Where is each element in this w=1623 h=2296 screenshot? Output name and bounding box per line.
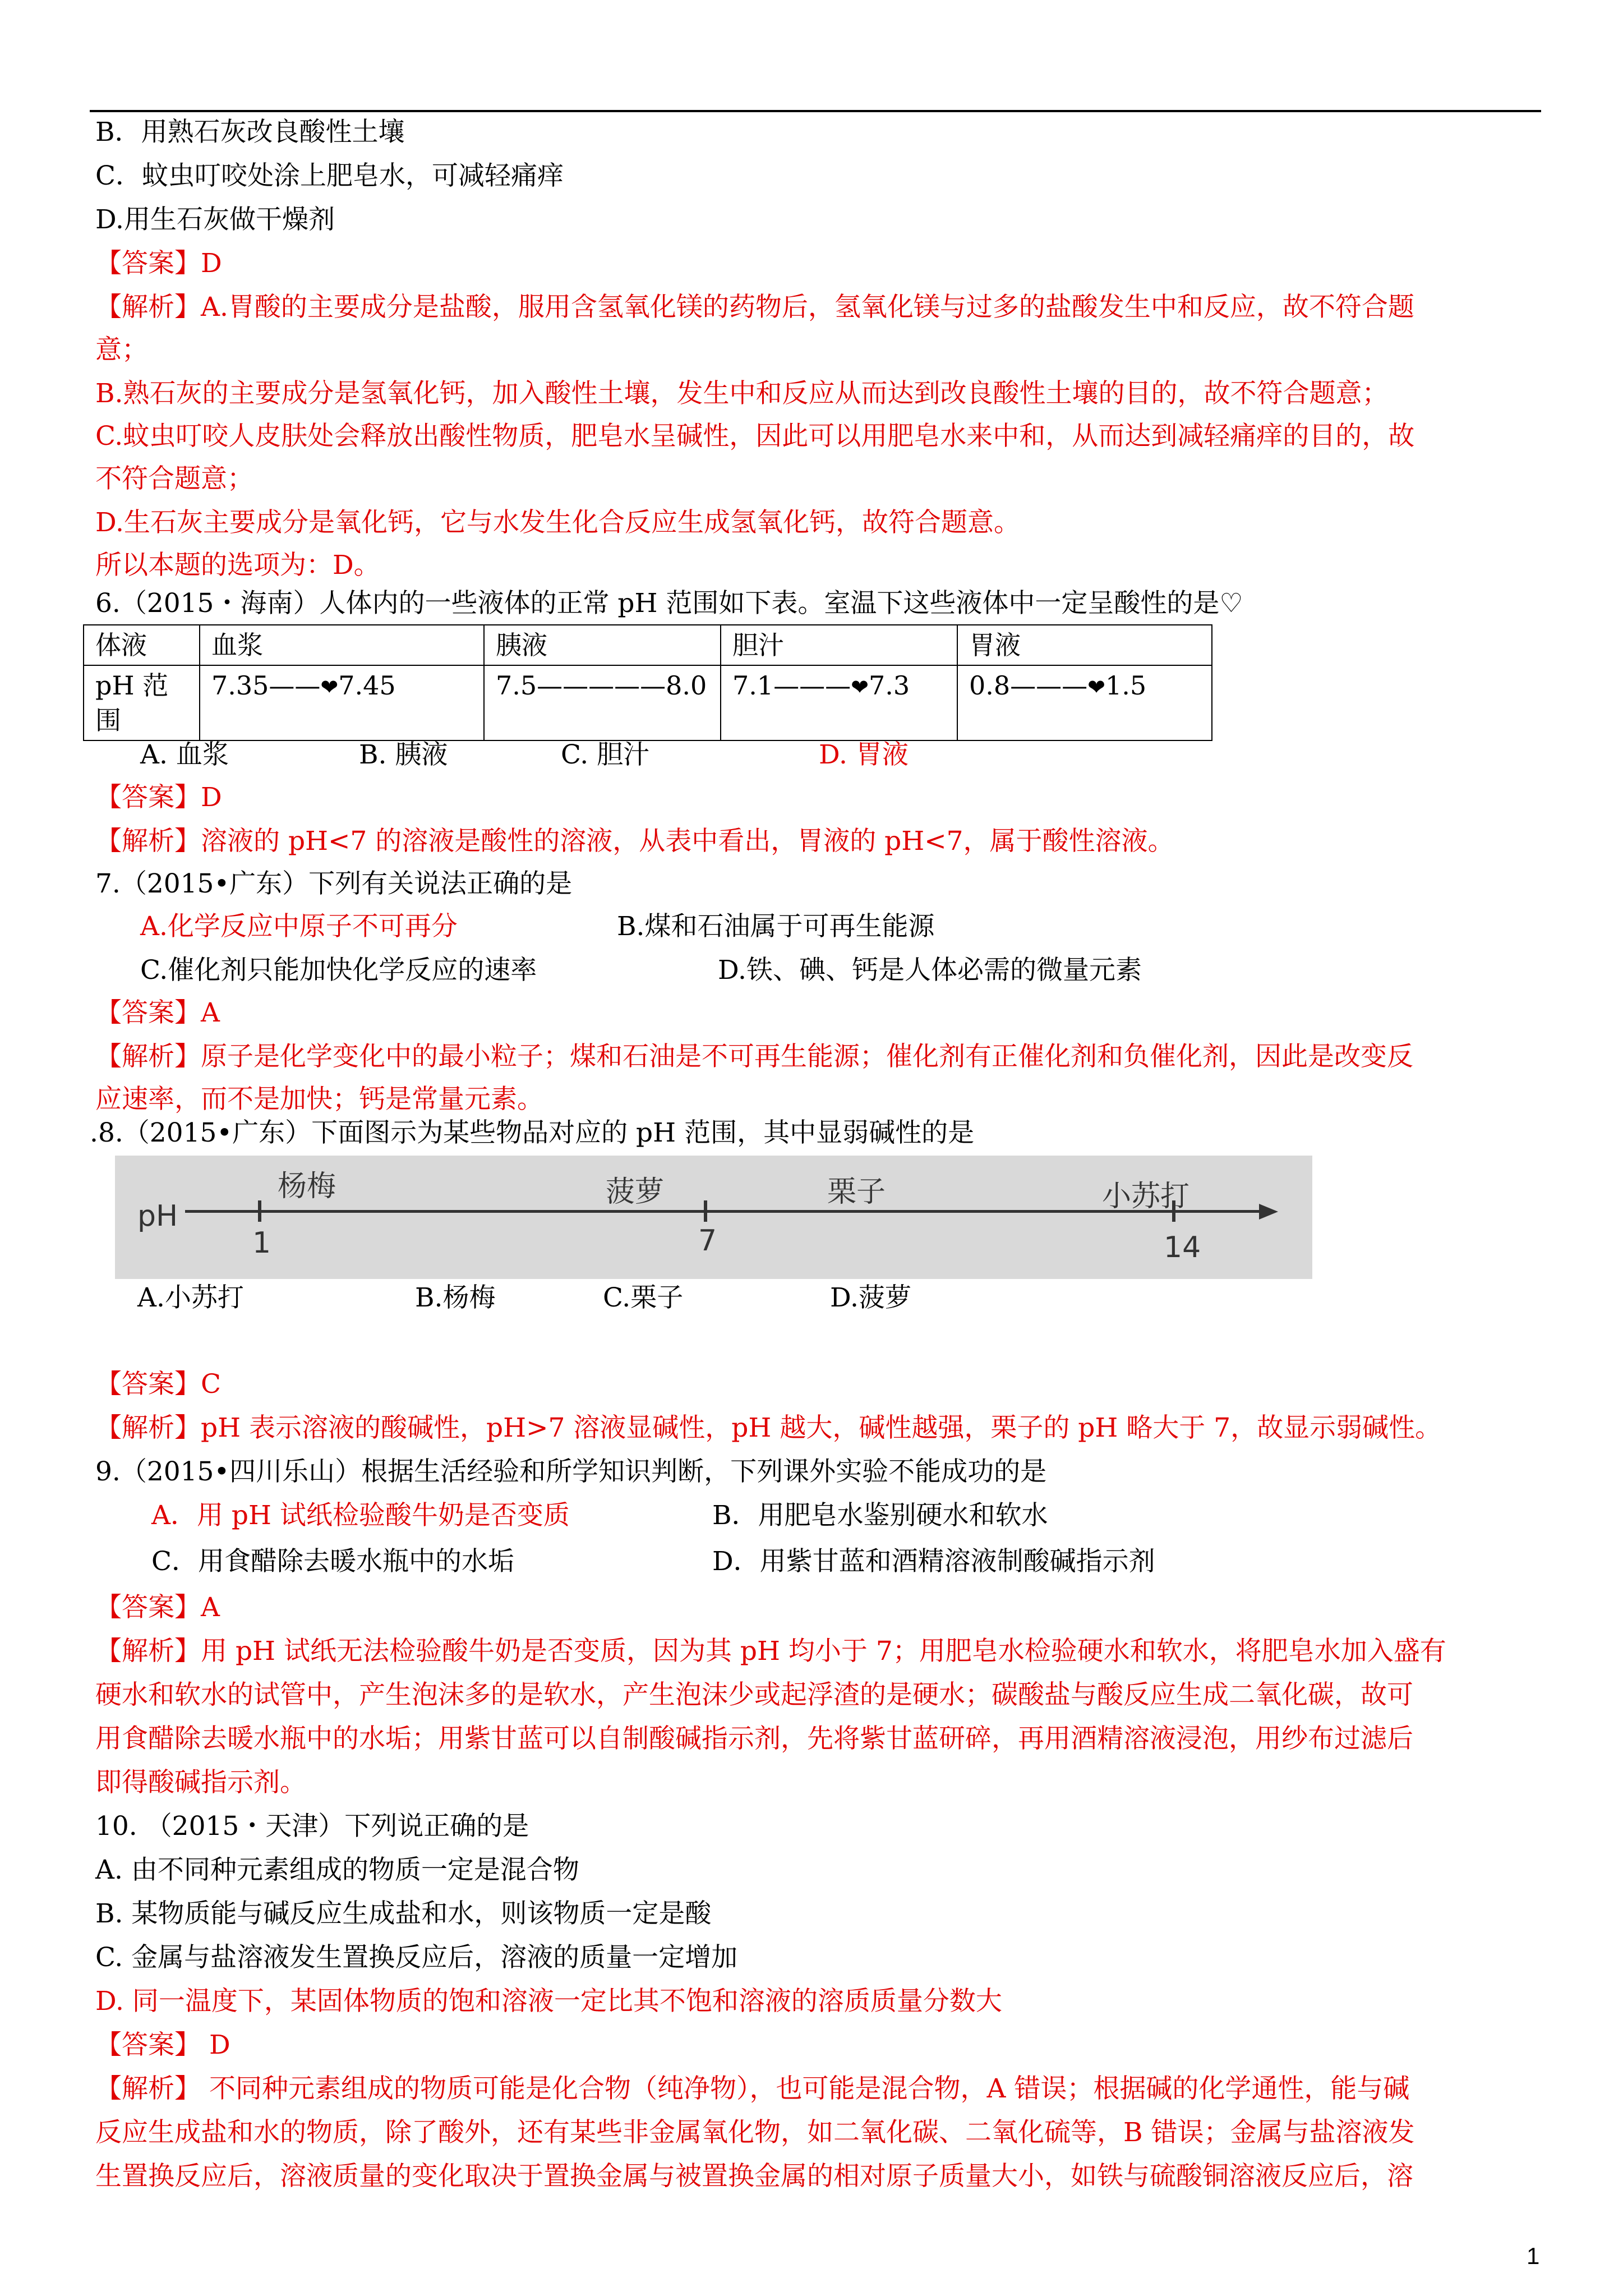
option-7a: A.化学反应中原子不可再分: [140, 911, 458, 942]
tick-mark: [704, 1200, 707, 1222]
cell-text: 围: [95, 705, 121, 735]
table-header-cell: 血浆: [200, 625, 484, 665]
cell-text: 7.35——: [211, 670, 321, 701]
table-cell: [957, 665, 1212, 740]
explanation-9c: 用食醋除去暖水瓶中的水垢；用紫甘蓝可以自制酸碱指示剂，先将紫甘蓝研碎，再用酒精溶液浸泡，用纱布过滤后: [95, 1723, 1413, 1754]
option-7c: C.催化剂只能加快化学反应的速率: [140, 955, 537, 986]
table-row: [84, 625, 1212, 665]
table-cell: [721, 665, 957, 740]
option-10b: B. 某物质能与碱反应生成盐和水，则该物质一定是酸: [95, 1898, 712, 1929]
explanation-6: 【解析】溶液的 pH<7 的溶液是酸性的溶液，从表中看出，胃液的 pH<7，属于酸性溶液。: [95, 826, 1174, 857]
option-9b: B．用肥皂水鉴别硬水和软水: [712, 1500, 1048, 1531]
cell-text: 7.3: [869, 670, 910, 701]
option-b: B．用熟石灰改良酸性土壤: [95, 117, 405, 148]
scale-item: 小苏打: [1102, 1180, 1190, 1213]
explanation-10c: 生置换反应后，溶液质量的变化取决于置换金属与被置换金属的相对原子质量大小，如铁与硫酸铜溶液反应后，溶: [95, 2161, 1413, 2192]
explanation-10a: 【解析】 不同种元素组成的物质可能是化合物（纯净物），也可能是混合物，A 错误；根据碱的化学通性，能与碱: [95, 2073, 1410, 2104]
explanation-7a: 【解析】原子是化学变化中的最小粒子；煤和石油是不可再生能源；催化剂有正催化剂和负催化剂，因此是改变反: [95, 1041, 1413, 1072]
answer-9: 【答案】A: [95, 1592, 220, 1623]
option-9d: D．用紫甘蓝和酒精溶液制酸碱指示剂: [712, 1546, 1155, 1577]
table-cell: [200, 665, 484, 740]
ph-scale-image: [115, 1156, 1312, 1279]
arrow-icon: [1259, 1204, 1278, 1220]
explanation-5g: 所以本题的选项为：D。: [95, 550, 380, 581]
option-10a: A. 由不同种元素组成的物质一定是混合物: [95, 1855, 579, 1885]
option-8d: D.菠萝: [830, 1282, 911, 1313]
explanation-5a: 【解析】A.胃酸的主要成分是盐酸，服用含氢氧化镁的药物后，氢氧化镁与过多的盐酸发生中和反应，故不符合题: [95, 292, 1414, 323]
tick-label: 14: [1164, 1231, 1201, 1264]
option-8c: C.栗子: [603, 1282, 684, 1313]
table-header-cell: 体液: [84, 625, 200, 665]
option-9c: C．用食醋除去暖水瓶中的水垢: [151, 1546, 514, 1577]
question-8: .8.（2015•广东）下面图示为某些物品对应的 pH 范围，其中显弱碱性的是: [90, 1117, 975, 1148]
explanation-5c: B.熟石灰的主要成分是氢氧化钙，加入酸性土壤，发生中和反应从而达到改良酸性土壤的目的，故不符合题意；: [95, 378, 1389, 409]
page-number: 1: [1527, 2243, 1540, 2269]
broken-heart-icon: ❤: [320, 675, 339, 700]
question-10: 10. （2015・天津）下列说正确的是: [95, 1811, 529, 1842]
explanation-10b: 反应生成盐和水的物质，除了酸外，还有某些非金属氧化物，如二氧化碳、二氧化硫等，B 错误；金属与盐溶液发: [95, 2117, 1415, 2148]
question-9: 9.（2015•四川乐山）根据生活经验和所学知识判断，下列课外实验不能成功的是: [95, 1456, 1047, 1487]
tick-label: 1: [252, 1226, 271, 1260]
tick-mark: [258, 1200, 261, 1222]
option-6a: A. 血浆: [140, 739, 229, 770]
explanation-9b: 硬水和软水的试管中，产生泡沫多的是软水，产生泡沫少或起浮渣的是硬水；碳酸盐与酸反应生成二氧化碳，故可: [95, 1680, 1413, 1710]
explanation-7b: 应速率，而不是加快；钙是常量元素。: [95, 1084, 543, 1115]
option-7b: B.煤和石油属于可再生能源: [617, 911, 935, 942]
question-7: 7.（2015•广东）下列有关说法正确的是: [95, 868, 573, 899]
option-d: D.用生石灰做干燥剂: [95, 204, 335, 235]
option-10c: C. 金属与盐溶液发生置换反应后，溶液的质量一定增加: [95, 1942, 738, 1973]
tick-label: 7: [698, 1224, 717, 1258]
ph-table: [83, 624, 1212, 741]
cell-text: 0.8———: [969, 670, 1088, 701]
answer-5: 【答案】D: [95, 248, 222, 279]
explanation-5e: 不符合题意；: [95, 463, 253, 494]
answer-10: 【答案】 D: [95, 2030, 230, 2060]
cell-text: 7.45: [338, 670, 396, 701]
option-6d: D. 胃液: [819, 739, 909, 770]
answer-8: 【答案】C: [95, 1369, 221, 1400]
option-10d: D. 同一温度下，某固体物质的饱和溶液一定比其不饱和溶液的溶质质量分数大: [95, 1986, 1002, 2017]
cell-text: 7.1———: [732, 670, 851, 701]
table-header-cell: 胆汁: [721, 625, 957, 665]
answer-7: 【答案】A: [95, 997, 220, 1028]
explanation-9d: 即得酸碱指示剂。: [95, 1767, 306, 1798]
header-rule: [90, 110, 1541, 112]
explanation-5d: C.蚊虫叮咬人皮肤处会释放出酸性物质，肥皂水呈碱性，因此可以用肥皂水来中和，从而达到减轻痛痒的目的，故: [95, 421, 1415, 452]
option-6c: C. 胆汁: [561, 739, 650, 770]
question-6: 6.（2015・海南）人体内的一些液体的正常 pH 范围如下表。室温下这些液体中一定呈酸性的是♡: [95, 588, 1243, 619]
table-row: [84, 665, 1212, 740]
option-7d: D.铁、碘、钙是人体必需的微量元素: [718, 955, 1142, 986]
table-header-cell: 胃液: [957, 625, 1212, 665]
scale-item: 栗子: [827, 1175, 886, 1209]
scale-item: 菠萝: [606, 1175, 665, 1209]
ph-axis: [185, 1210, 1262, 1213]
option-8a: A.小苏打: [137, 1282, 244, 1313]
table-cell: [84, 665, 200, 740]
explanation-5b: 意；: [95, 334, 148, 365]
explanation-5f: D.生石灰主要成分是氧化钙，它与水发生化合反应生成氢氧化钙，故符合题意。: [95, 507, 1020, 538]
scale-item: 杨梅: [278, 1170, 336, 1203]
option-9a: A．用 pH 试纸检验酸牛奶是否变质: [151, 1500, 570, 1531]
explanation-8: 【解析】pH 表示溶液的酸碱性，pH>7 溶液显碱性，pH 越大，碱性越强，栗子的 pH 略大于 7，故显示弱碱性。: [95, 1412, 1442, 1443]
option-6b: B. 胰液: [359, 739, 448, 770]
broken-heart-icon: ❤: [851, 675, 869, 700]
explanation-9a: 【解析】用 pH 试纸无法检验酸牛奶是否变质，因为其 pH 均小于 7；用肥皂水检验硬水和软水，将肥皂水加入盛有: [95, 1636, 1446, 1667]
cell-text: 1.5: [1105, 670, 1147, 701]
cell-text: pH 范: [95, 670, 169, 701]
table-header-cell: 胰液: [484, 625, 721, 665]
ph-label: pH: [137, 1199, 178, 1233]
table-cell: 7.5—————8.0: [484, 665, 721, 740]
option-c: C．蚊虫叮咬处涂上肥皂水，可减轻痛痒: [95, 160, 564, 191]
option-8b: B.杨梅: [415, 1282, 496, 1313]
broken-heart-icon: ❤: [1087, 675, 1105, 700]
answer-6: 【答案】D: [95, 782, 222, 813]
